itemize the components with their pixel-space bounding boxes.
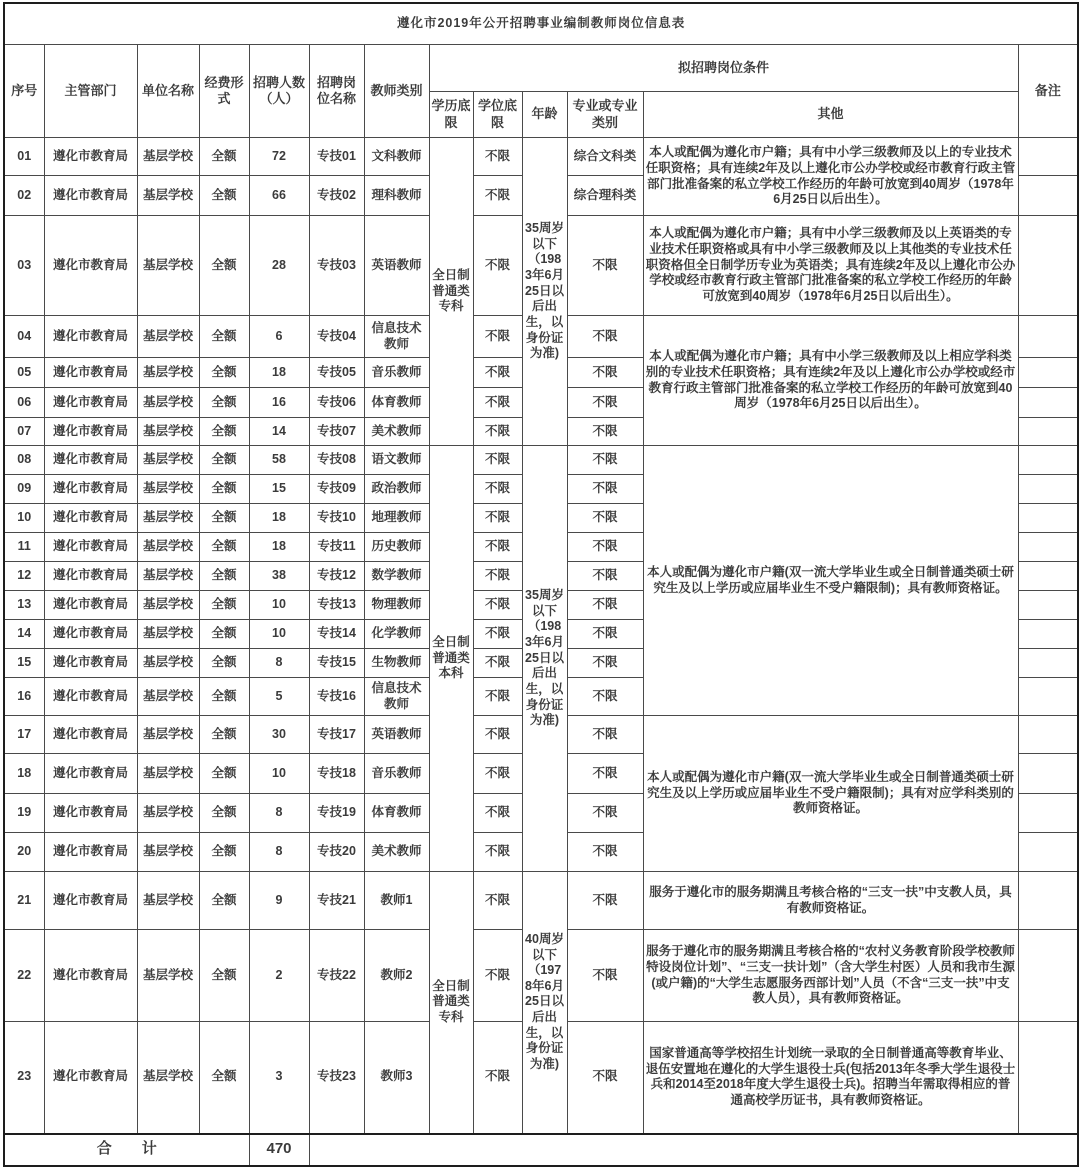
cell-category: 教师3 (364, 1022, 429, 1134)
cell-fund: 全额 (199, 678, 249, 716)
cell-category: 生物教师 (364, 649, 429, 678)
cell-unit: 基层学校 (137, 678, 199, 716)
col-header-age: 年龄 (522, 92, 567, 138)
cell-category: 英语教师 (364, 216, 429, 316)
cell-dept: 遵化市教育局 (44, 446, 137, 475)
cell-fund: 全额 (199, 716, 249, 754)
cell-dept: 遵化市教育局 (44, 1022, 137, 1134)
cell-fund: 全额 (199, 833, 249, 872)
cell-post: 专技21 (309, 872, 364, 930)
cell-dept: 遵化市教育局 (44, 591, 137, 620)
cell-id: 01 (4, 138, 44, 176)
col-header-category: 教师类别 (364, 45, 429, 138)
cell-degree: 不限 (473, 716, 522, 754)
recruitment-table (3, 2, 1079, 1167)
cell-count: 30 (249, 716, 309, 754)
cell-dept: 遵化市教育局 (44, 176, 137, 216)
cell-post: 专技09 (309, 475, 364, 504)
cell-unit: 基层学校 (137, 504, 199, 533)
cell-remark (1018, 754, 1078, 794)
cell-category: 体育教师 (364, 388, 429, 418)
title-row (4, 3, 1078, 45)
cell-post: 专技16 (309, 678, 364, 716)
cell-major: 不限 (567, 833, 643, 872)
table-row (4, 872, 1078, 930)
cell-id: 11 (4, 533, 44, 562)
cell-unit: 基层学校 (137, 446, 199, 475)
col-header-id: 序号 (4, 45, 44, 138)
cell-count: 6 (249, 316, 309, 358)
cell-category: 音乐教师 (364, 754, 429, 794)
cell-dept: 遵化市教育局 (44, 716, 137, 754)
cell-major: 综合文科类 (567, 138, 643, 176)
cell-other: 服务于遵化市的服务期满且考核合格的“农村义务教育阶段学校教师特设岗位计划”、“三支一扶计划”（含大学生村医）人员和我市生源(或户籍)的“大学生志愿服务西部计划”人员（不含“三支一扶”中支教人员），具有教师资格证。 (643, 930, 1018, 1022)
total-label: 合 计 (4, 1134, 249, 1166)
cell-unit: 基层学校 (137, 388, 199, 418)
cell-fund: 全额 (199, 216, 249, 316)
cell-degree: 不限 (473, 388, 522, 418)
cell-post: 专技14 (309, 620, 364, 649)
cell-count: 18 (249, 358, 309, 388)
cell-fund: 全额 (199, 176, 249, 216)
cell-count: 14 (249, 418, 309, 446)
cell-degree: 不限 (473, 794, 522, 833)
cell-id: 15 (4, 649, 44, 678)
col-header-fund: 经费形式 (199, 45, 249, 138)
cell-post: 专技02 (309, 176, 364, 216)
col-header-education: 学历底限 (429, 92, 473, 138)
cell-degree: 不限 (473, 358, 522, 388)
cell-dept: 遵化市教育局 (44, 620, 137, 649)
cell-major: 不限 (567, 446, 643, 475)
cell-unit: 基层学校 (137, 533, 199, 562)
cell-fund: 全额 (199, 533, 249, 562)
cell-major: 不限 (567, 716, 643, 754)
cell-category: 数学教师 (364, 562, 429, 591)
cell-id: 20 (4, 833, 44, 872)
cell-post: 专技01 (309, 138, 364, 176)
cell-remark (1018, 649, 1078, 678)
cell-count: 15 (249, 475, 309, 504)
table-row (4, 138, 1078, 176)
cell-degree: 不限 (473, 446, 522, 475)
cell-count: 9 (249, 872, 309, 930)
cell-major: 不限 (567, 418, 643, 446)
cell-major: 不限 (567, 930, 643, 1022)
cell-post: 专技10 (309, 504, 364, 533)
cell-unit: 基层学校 (137, 716, 199, 754)
cell-category: 教师2 (364, 930, 429, 1022)
cell-unit: 基层学校 (137, 872, 199, 930)
cell-post: 专技22 (309, 930, 364, 1022)
cell-count: 18 (249, 533, 309, 562)
cell-remark (1018, 418, 1078, 446)
cell-remark (1018, 833, 1078, 872)
cell-degree: 不限 (473, 176, 522, 216)
cell-education-merged: 全日制普通类专科 (429, 138, 473, 446)
cell-fund: 全额 (199, 388, 249, 418)
cell-id: 23 (4, 1022, 44, 1134)
cell-remark (1018, 216, 1078, 316)
cell-degree: 不限 (473, 138, 522, 176)
cell-degree: 不限 (473, 316, 522, 358)
cell-count: 2 (249, 930, 309, 1022)
cell-major: 不限 (567, 216, 643, 316)
cell-id: 18 (4, 754, 44, 794)
cell-major: 不限 (567, 620, 643, 649)
recruitment-info-sheet (3, 2, 1077, 1167)
cell-fund: 全额 (199, 504, 249, 533)
cell-id: 04 (4, 316, 44, 358)
cell-remark (1018, 388, 1078, 418)
cell-major: 不限 (567, 533, 643, 562)
cell-unit: 基层学校 (137, 176, 199, 216)
cell-category: 美术教师 (364, 418, 429, 446)
cell-degree: 不限 (473, 833, 522, 872)
cell-post: 专技15 (309, 649, 364, 678)
cell-category: 英语教师 (364, 716, 429, 754)
cell-degree: 不限 (473, 1022, 522, 1134)
cell-unit: 基层学校 (137, 316, 199, 358)
cell-other: 本人或配偶为遵化市户籍；具有中小学三级教师及以上英语类的专业技术任职资格或具有中小学三级教师及以上其他类的专业技术任职资格但全日制学历专业为英语类；具有连续2年及以上遵化市公办学校或经市教育行政主管部门批准备案的私立学校工作经历的年龄可放宽到40周岁（1978年6月25日以后出生）。 (643, 216, 1018, 316)
cell-major: 不限 (567, 316, 643, 358)
col-header-remark: 备注 (1018, 45, 1078, 138)
cell-fund: 全额 (199, 649, 249, 678)
cell-dept: 遵化市教育局 (44, 833, 137, 872)
cell-degree: 不限 (473, 504, 522, 533)
cell-dept: 遵化市教育局 (44, 678, 137, 716)
cell-id: 06 (4, 388, 44, 418)
cell-unit: 基层学校 (137, 591, 199, 620)
cell-id: 02 (4, 176, 44, 216)
cell-degree: 不限 (473, 418, 522, 446)
cell-major: 不限 (567, 388, 643, 418)
cell-count: 8 (249, 833, 309, 872)
cell-fund: 全额 (199, 562, 249, 591)
cell-degree: 不限 (473, 678, 522, 716)
cell-fund: 全额 (199, 930, 249, 1022)
cell-category: 美术教师 (364, 833, 429, 872)
cell-age-merged: 35周岁以下（1983年6月25日以后出生，以身份证为准) (522, 138, 567, 446)
cell-fund: 全额 (199, 620, 249, 649)
cell-count: 8 (249, 794, 309, 833)
cell-count: 18 (249, 504, 309, 533)
cell-id: 03 (4, 216, 44, 316)
cell-dept: 遵化市教育局 (44, 138, 137, 176)
cell-id: 08 (4, 446, 44, 475)
cell-remark (1018, 872, 1078, 930)
cell-remark (1018, 138, 1078, 176)
cell-degree: 不限 (473, 872, 522, 930)
cell-degree: 不限 (473, 754, 522, 794)
cell-major: 不限 (567, 794, 643, 833)
cell-dept: 遵化市教育局 (44, 872, 137, 930)
cell-age-merged: 35周岁以下（1983年6月25日以后出生，以身份证为准) (522, 446, 567, 872)
cell-post: 专技11 (309, 533, 364, 562)
cell-post: 专技04 (309, 316, 364, 358)
cell-remark (1018, 591, 1078, 620)
cell-post: 专技19 (309, 794, 364, 833)
cell-post: 专技12 (309, 562, 364, 591)
cell-dept: 遵化市教育局 (44, 794, 137, 833)
cell-post: 专技23 (309, 1022, 364, 1134)
cell-dept: 遵化市教育局 (44, 316, 137, 358)
col-header-unit: 单位名称 (137, 45, 199, 138)
cell-fund: 全额 (199, 446, 249, 475)
col-header-post: 招聘岗位名称 (309, 45, 364, 138)
col-header-other: 其他 (643, 92, 1018, 138)
total-row (4, 1134, 1078, 1166)
cell-unit: 基层学校 (137, 1022, 199, 1134)
col-header-dept: 主管部门 (44, 45, 137, 138)
cell-major: 不限 (567, 872, 643, 930)
cell-remark (1018, 678, 1078, 716)
cell-count: 3 (249, 1022, 309, 1134)
cell-count: 10 (249, 620, 309, 649)
cell-remark (1018, 316, 1078, 358)
cell-count: 66 (249, 176, 309, 216)
cell-remark (1018, 930, 1078, 1022)
cell-degree: 不限 (473, 562, 522, 591)
cell-degree: 不限 (473, 533, 522, 562)
cell-remark (1018, 620, 1078, 649)
cell-education-merged: 全日制普通类本科 (429, 446, 473, 872)
cell-category: 物理教师 (364, 591, 429, 620)
cell-dept: 遵化市教育局 (44, 754, 137, 794)
cell-dept: 遵化市教育局 (44, 504, 137, 533)
cell-major: 不限 (567, 358, 643, 388)
cell-degree: 不限 (473, 930, 522, 1022)
cell-post: 专技05 (309, 358, 364, 388)
table-row (4, 446, 1078, 475)
total-empty-cell (309, 1134, 1078, 1166)
cell-id: 12 (4, 562, 44, 591)
cell-other-merged: 本人或配偶为遵化市户籍(双一流大学毕业生或全日制普通类硕士研究生及以上学历或应届毕业生不受户籍限制)；具有教师资格证。 (643, 446, 1018, 716)
cell-dept: 遵化市教育局 (44, 562, 137, 591)
cell-id: 22 (4, 930, 44, 1022)
cell-remark (1018, 475, 1078, 504)
cell-category: 音乐教师 (364, 358, 429, 388)
cell-id: 10 (4, 504, 44, 533)
cell-fund: 全额 (199, 418, 249, 446)
cell-major: 不限 (567, 678, 643, 716)
header-row-1 (4, 45, 1078, 92)
cell-fund: 全额 (199, 794, 249, 833)
cell-major: 不限 (567, 475, 643, 504)
cell-fund: 全额 (199, 475, 249, 504)
cell-post: 专技07 (309, 418, 364, 446)
cell-degree: 不限 (473, 591, 522, 620)
cell-count: 38 (249, 562, 309, 591)
cell-major: 不限 (567, 591, 643, 620)
cell-id: 21 (4, 872, 44, 930)
cell-id: 09 (4, 475, 44, 504)
cell-remark (1018, 1022, 1078, 1134)
col-header-count: 招聘人数（人） (249, 45, 309, 138)
cell-id: 19 (4, 794, 44, 833)
cell-id: 16 (4, 678, 44, 716)
cell-major: 综合理科类 (567, 176, 643, 216)
cell-unit: 基层学校 (137, 358, 199, 388)
cell-category: 教师1 (364, 872, 429, 930)
cell-remark (1018, 504, 1078, 533)
cell-fund: 全额 (199, 358, 249, 388)
cell-category: 化学教师 (364, 620, 429, 649)
cell-id: 13 (4, 591, 44, 620)
cell-fund: 全额 (199, 872, 249, 930)
cell-unit: 基层学校 (137, 216, 199, 316)
cell-category: 文科教师 (364, 138, 429, 176)
cell-id: 14 (4, 620, 44, 649)
cell-dept: 遵化市教育局 (44, 358, 137, 388)
cell-unit: 基层学校 (137, 754, 199, 794)
cell-unit: 基层学校 (137, 930, 199, 1022)
cell-degree: 不限 (473, 475, 522, 504)
cell-count: 28 (249, 216, 309, 316)
cell-unit: 基层学校 (137, 138, 199, 176)
col-header-degree: 学位底限 (473, 92, 522, 138)
cell-post: 专技13 (309, 591, 364, 620)
cell-unit: 基层学校 (137, 475, 199, 504)
cell-major: 不限 (567, 562, 643, 591)
cell-age-merged: 40周岁以下（1978年6月25日以后出生，以身份证为准) (522, 872, 567, 1134)
cell-category: 信息技术教师 (364, 316, 429, 358)
cell-unit: 基层学校 (137, 649, 199, 678)
cell-dept: 遵化市教育局 (44, 533, 137, 562)
cell-category: 历史教师 (364, 533, 429, 562)
cell-post: 专技03 (309, 216, 364, 316)
cell-post: 专技17 (309, 716, 364, 754)
cell-count: 5 (249, 678, 309, 716)
cell-remark (1018, 446, 1078, 475)
cell-post: 专技06 (309, 388, 364, 418)
col-header-conditions: 拟招聘岗位条件 (429, 45, 1018, 92)
cell-id: 05 (4, 358, 44, 388)
cell-post: 专技08 (309, 446, 364, 475)
cell-category: 体育教师 (364, 794, 429, 833)
cell-other: 服务于遵化市的服务期满且考核合格的“三支一扶”中支教人员，具有教师资格证。 (643, 872, 1018, 930)
cell-remark (1018, 533, 1078, 562)
cell-category: 理科教师 (364, 176, 429, 216)
cell-other: 国家普通高等学校招生计划统一录取的全日制普通高等教育毕业、退伍安置地在遵化的大学生退役士兵(包括2013年冬季大学生退役士兵和2014至2018年度大学生退役士兵)。招聘当年需取得相应的普通高校学历证书，具有教师资格证。 (643, 1022, 1018, 1134)
cell-unit: 基层学校 (137, 562, 199, 591)
cell-dept: 遵化市教育局 (44, 388, 137, 418)
cell-category: 地理教师 (364, 504, 429, 533)
cell-fund: 全额 (199, 316, 249, 358)
cell-other-merged: 本人或配偶为遵化市户籍(双一流大学毕业生或全日制普通类硕士研究生及以上学历或应届毕业生不受户籍限制)；具有对应学科类别的教师资格证。 (643, 716, 1018, 872)
cell-other-merged: 本人或配偶为遵化市户籍；具有中小学三级教师及以上的专业技术任职资格；具有连续2年及以上遵化市公办学校或经市教育行政主管部门批准备案的私立学校工作经历的年龄可放宽到40周岁（1978年6月25日以后出生）。 (643, 138, 1018, 216)
cell-remark (1018, 716, 1078, 754)
cell-count: 58 (249, 446, 309, 475)
cell-post: 专技18 (309, 754, 364, 794)
cell-remark (1018, 794, 1078, 833)
col-header-major: 专业或专业类别 (567, 92, 643, 138)
cell-category: 语文教师 (364, 446, 429, 475)
cell-dept: 遵化市教育局 (44, 418, 137, 446)
cell-dept: 遵化市教育局 (44, 649, 137, 678)
cell-category: 信息技术教师 (364, 678, 429, 716)
cell-fund: 全额 (199, 1022, 249, 1134)
cell-fund: 全额 (199, 754, 249, 794)
cell-fund: 全额 (199, 138, 249, 176)
cell-remark (1018, 358, 1078, 388)
cell-category: 政治教师 (364, 475, 429, 504)
cell-major: 不限 (567, 649, 643, 678)
cell-count: 10 (249, 754, 309, 794)
cell-fund: 全额 (199, 591, 249, 620)
cell-degree: 不限 (473, 649, 522, 678)
cell-id: 07 (4, 418, 44, 446)
cell-other-merged: 本人或配偶为遵化市户籍；具有中小学三级教师及以上相应学科类别的专业技术任职资格；具有连续2年及以上遵化市公办学校或经市教育行政主管部门批准备案的私立学校工作经历的年龄可放宽到40周岁（1978年6月25日以后出生）。 (643, 316, 1018, 446)
cell-count: 8 (249, 649, 309, 678)
cell-unit: 基层学校 (137, 418, 199, 446)
cell-degree: 不限 (473, 620, 522, 649)
cell-post: 专技20 (309, 833, 364, 872)
cell-id: 17 (4, 716, 44, 754)
cell-count: 16 (249, 388, 309, 418)
cell-unit: 基层学校 (137, 794, 199, 833)
cell-count: 10 (249, 591, 309, 620)
cell-remark (1018, 562, 1078, 591)
cell-major: 不限 (567, 754, 643, 794)
cell-major: 不限 (567, 1022, 643, 1134)
cell-count: 72 (249, 138, 309, 176)
cell-degree: 不限 (473, 216, 522, 316)
cell-dept: 遵化市教育局 (44, 216, 137, 316)
cell-remark (1018, 176, 1078, 216)
cell-dept: 遵化市教育局 (44, 475, 137, 504)
cell-major: 不限 (567, 504, 643, 533)
cell-unit: 基层学校 (137, 833, 199, 872)
cell-unit: 基层学校 (137, 620, 199, 649)
page-title: 遵化市2019年公开招聘事业编制教师岗位信息表 (4, 3, 1078, 45)
cell-education-merged: 全日制普通类专科 (429, 872, 473, 1134)
cell-dept: 遵化市教育局 (44, 930, 137, 1022)
total-count: 470 (249, 1134, 309, 1166)
